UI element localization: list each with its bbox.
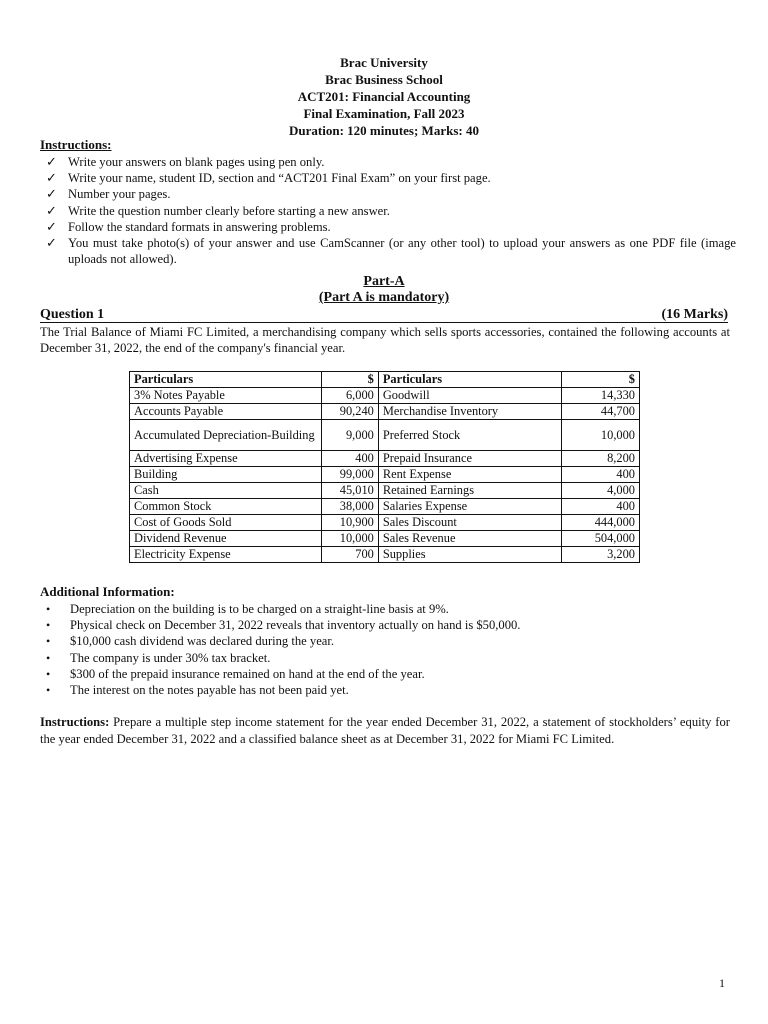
- instruction-item: ✓ Write your answers on blank pages using pen only.: [46, 154, 325, 169]
- table-cell: 444,000: [562, 515, 640, 531]
- check-icon: ✓: [46, 202, 57, 218]
- table-header-cell: $: [562, 372, 640, 388]
- table-row: [130, 547, 640, 563]
- additional-info-list: [46, 601, 736, 698]
- table-cell: Accumulated Depreciation-Building: [130, 420, 322, 451]
- course-title: ACT201: Financial Accounting: [297, 89, 471, 104]
- check-icon: ✓: [46, 154, 57, 169]
- table-row: [130, 388, 640, 404]
- table-cell: 3% Notes Payable: [130, 388, 322, 404]
- table-cell: Advertising Expense: [130, 451, 322, 467]
- table-row: [130, 404, 640, 420]
- table-cell: 10,900: [321, 515, 378, 531]
- question-heading: [40, 307, 728, 323]
- exam-header: [0, 54, 768, 139]
- table-row: [130, 420, 640, 451]
- instruction-item: ✓ You must take photo(s) of your answer and use CamScanner (or any other tool) to upload your answers as one PDF file (image uploads not allowed).: [46, 235, 736, 267]
- table-row: [130, 499, 640, 515]
- table-cell: Accounts Payable: [130, 404, 322, 420]
- table-cell: Rent Expense: [378, 467, 561, 483]
- table-cell: 700: [321, 547, 378, 563]
- instruction-item: ✓ Follow the standard formats in answering problems.: [46, 218, 331, 234]
- table-cell: 90,240: [321, 404, 378, 420]
- instruction-item: ✓ Write the question number clearly before starting a new answer.: [46, 202, 390, 218]
- table-cell: Merchandise Inventory: [378, 404, 561, 420]
- bullet-icon: •: [46, 634, 51, 649]
- table-cell: Goodwill: [378, 388, 561, 404]
- table-cell: 400: [321, 451, 378, 467]
- table-cell: Electricity Expense: [130, 547, 322, 563]
- check-icon: ✓: [46, 170, 57, 186]
- table-header-cell: Particulars: [130, 372, 322, 388]
- table-cell: Supplies: [378, 547, 561, 563]
- table-cell: 8,200: [562, 451, 640, 467]
- instructions-title: Instructions:: [40, 137, 112, 152]
- table-cell: 504,000: [562, 531, 640, 547]
- additional-info-item: • Physical check on December 31, 2022 reveals that inventory actually on hand is $50,000.: [46, 618, 521, 633]
- table-row: [130, 467, 640, 483]
- table-cell: 4,000: [562, 483, 640, 499]
- table-cell: 45,010: [321, 483, 378, 499]
- table-cell: 10,000: [321, 531, 378, 547]
- school-name: Brac Business School: [325, 72, 443, 87]
- exam-duration: Duration: 120 minutes; Marks: 40: [289, 123, 479, 138]
- bullet-icon: •: [46, 666, 51, 681]
- additional-info-item: • The interest on the notes payable has not been paid yet.: [46, 683, 349, 698]
- instruction-item: ✓ Write your name, student ID, section and “ACT201 Final Exam” on your first page.: [46, 170, 491, 186]
- table-header-row: [130, 372, 640, 388]
- table-cell: Preferred Stock: [378, 420, 561, 451]
- check-icon: ✓: [46, 235, 57, 251]
- table-cell: Cash: [130, 483, 322, 499]
- part-title: Part-A: [363, 274, 405, 289]
- table-cell: Cost of Goods Sold: [130, 515, 322, 531]
- check-icon: ✓: [46, 186, 57, 202]
- table-cell: 3,200: [562, 547, 640, 563]
- bullet-icon: •: [46, 683, 51, 698]
- table-cell: 6,000: [321, 388, 378, 404]
- trial-balance-table: [129, 371, 640, 563]
- table-header-cell: $: [321, 372, 378, 388]
- additional-info-item: • Depreciation on the building is to be charged on a straight-line basis at 9%.: [46, 602, 449, 616]
- additional-info-item: • $10,000 cash dividend was declared during the year.: [46, 634, 335, 649]
- instructions-list: [46, 154, 736, 267]
- table-cell: Prepaid Insurance: [378, 451, 561, 467]
- table-header-cell: Particulars: [378, 372, 561, 388]
- table-cell: 9,000: [321, 420, 378, 451]
- table-cell: 400: [562, 467, 640, 483]
- university-name: Brac University: [340, 55, 428, 70]
- additional-info-item: • The company is under 30% tax bracket.: [46, 650, 271, 665]
- check-icon: ✓: [46, 218, 57, 234]
- table-cell: 38,000: [321, 499, 378, 515]
- question-label: Question 1: [40, 307, 105, 322]
- table-cell: 400: [562, 499, 640, 515]
- table-cell: Sales Discount: [378, 515, 561, 531]
- page-number: 1: [719, 976, 725, 990]
- bullet-icon: •: [46, 618, 51, 633]
- table-cell: 99,000: [321, 467, 378, 483]
- bullet-icon: •: [46, 650, 51, 665]
- final-instructions-text: Prepare a multiple step income statement for the year ended December 31, 2022, a statement of stockholders’ equity for the year ended December 31, 2022 and a classified balance sheet as at December 31, 2022 for Miami FC Limited.: [40, 715, 730, 746]
- table-cell: Common Stock: [130, 499, 322, 515]
- part-subtitle: (Part A is mandatory): [318, 290, 450, 305]
- table-cell: Retained Earnings: [378, 483, 561, 499]
- final-instructions-label: Instructions:: [40, 715, 110, 729]
- table-row: [130, 531, 640, 547]
- exam-title: Final Examination, Fall 2023: [303, 106, 465, 121]
- bullet-icon: •: [46, 602, 51, 616]
- table-cell: Sales Revenue: [378, 531, 561, 547]
- additional-info-item: • $300 of the prepaid insurance remained on hand at the end of the year.: [46, 666, 425, 681]
- additional-info-title: Additional Information:: [40, 584, 175, 599]
- table-row: [130, 451, 640, 467]
- question-text: The Trial Balance of Miami FC Limited, a merchandising company which sells sports accessories, contained the following accounts at December 31, 2022, the end of the company's financial year.: [40, 325, 730, 355]
- table-row: [130, 483, 640, 499]
- table-cell: Building: [130, 467, 322, 483]
- question-marks: (16 Marks): [661, 307, 728, 322]
- table-cell: 14,330: [562, 388, 640, 404]
- instruction-item: ✓ Number your pages.: [46, 186, 171, 202]
- table-cell: Dividend Revenue: [130, 531, 322, 547]
- table-row: [130, 515, 640, 531]
- table-cell: Salaries Expense: [378, 499, 561, 515]
- table-cell: 44,700: [562, 404, 640, 420]
- final-instructions: [40, 714, 730, 747]
- table-cell: 10,000: [562, 420, 640, 451]
